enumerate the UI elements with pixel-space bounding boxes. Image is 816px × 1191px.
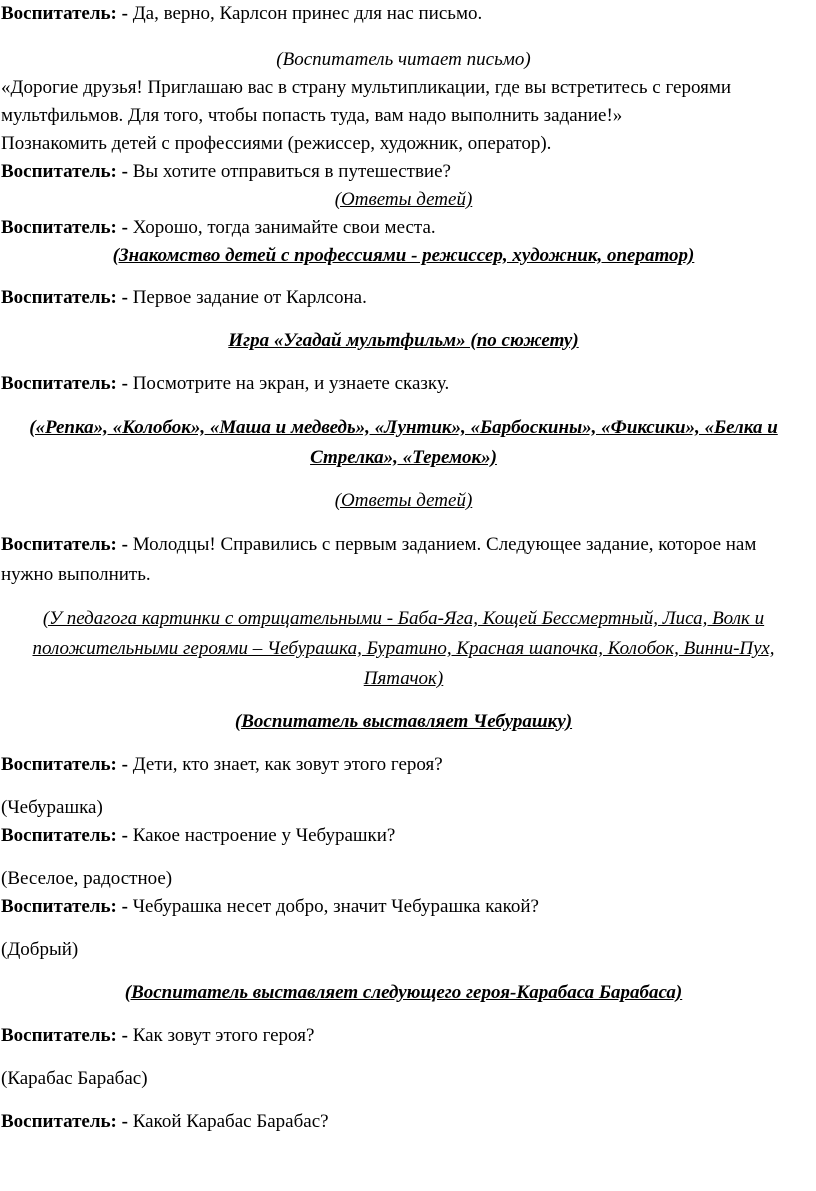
dialogue-line: [1, 370, 806, 398]
remark: (У педагога картинки с отрицательными - Баба-Яга, Кощей Бессмертный, Лиса, Волк и положительными героями – Чебурашка, Буратино, Красная шапочка, Колобок, Винни-Пух, Пятачок): [32, 608, 775, 689]
dialogue-line: [1, 751, 806, 779]
dialogue-line: [1, 822, 806, 850]
line-text: Посмотрите на экран, и узнаете сказку.: [132, 373, 450, 394]
dialogue-line: [1, 214, 806, 242]
speaker-label: Воспитатель: -: [1, 896, 128, 917]
remark: (Ответы детей): [334, 490, 473, 511]
intro-text: Познакомить детей с профессиями (режиссер, художник, оператор).: [1, 133, 552, 154]
speaker-label: Воспитатель: -: [1, 3, 128, 24]
line-text: Да, верно, Карлсон принес для нас письмо.: [132, 3, 483, 24]
dialogue-line: [1, 893, 806, 921]
speaker-label: Воспитатель: -: [1, 1111, 128, 1132]
line-text: Хорошо, тогда занимайте свои места.: [132, 217, 436, 238]
speaker-label: Воспитатель: -: [1, 1025, 128, 1046]
speaker-label: Воспитатель: -: [1, 754, 128, 775]
dialogue-line: [1, 1108, 806, 1136]
speaker-label: Воспитатель: -: [1, 217, 128, 238]
speaker-label: Воспитатель: -: [1, 287, 128, 308]
dialogue-line: [1, 530, 806, 590]
dialogue-line: [1, 158, 806, 186]
line-text: Какой Карабас Барабас?: [132, 1111, 329, 1132]
remark: (Воспитатель выставляет Чебурашку): [234, 711, 573, 732]
dialogue-line: [1, 1022, 806, 1050]
line-text: Молодцы! Справились с первым заданием. Следующее задание, которое нам нужно выполнить.: [1, 534, 757, 585]
child-answer: (Чебурашка): [1, 797, 103, 818]
speaker-label: Воспитатель: -: [1, 534, 128, 555]
dialogue-line: [1, 284, 806, 312]
game-title: Игра «Угадай мультфильм» (по сюжету): [228, 330, 579, 351]
line-text: Дети, кто знает, как зовут этого героя?: [132, 754, 443, 775]
remark: (Знакомство детей с профессиями - режиссер, художник, оператор): [112, 245, 695, 266]
remark: (Ответы детей): [334, 189, 473, 210]
line-text: Как зовут этого героя?: [132, 1025, 315, 1046]
speaker-label: Воспитатель: -: [1, 373, 128, 394]
line-text: Какое настроение у Чебурашки?: [132, 825, 396, 846]
remark: (Воспитатель читает письмо): [276, 49, 531, 70]
line-text: Вы хотите отправиться в путешествие?: [132, 161, 451, 182]
cartoon-list: («Репка», «Колобок», «Маша и медведь», «Лунтик», «Барбоскины», «Фиксики», «Белка и Стрелка», «Теремок»): [29, 417, 778, 468]
speaker-label: Воспитатель: -: [1, 161, 128, 182]
child-answer: (Веселое, радостное): [1, 868, 173, 889]
line-text: Чебурашка несет добро, значит Чебурашка какой?: [132, 896, 539, 917]
remark: (Воспитатель выставляет следующего героя-Карабаса Барабаса): [124, 982, 683, 1003]
child-answer: (Карабас Барабас): [1, 1068, 148, 1089]
line-text: Первое задание от Карлсона.: [132, 287, 367, 308]
speaker-label: Воспитатель: -: [1, 825, 128, 846]
child-answer: (Добрый): [1, 939, 79, 960]
dialogue-line: [1, 0, 806, 28]
letter-text: «Дорогие друзья! Приглашаю вас в страну мультипликации, где вы встретитесь с героями мультфильмов. Для того, чтобы попасть туда, вам надо выполнить задание!»: [1, 77, 732, 126]
